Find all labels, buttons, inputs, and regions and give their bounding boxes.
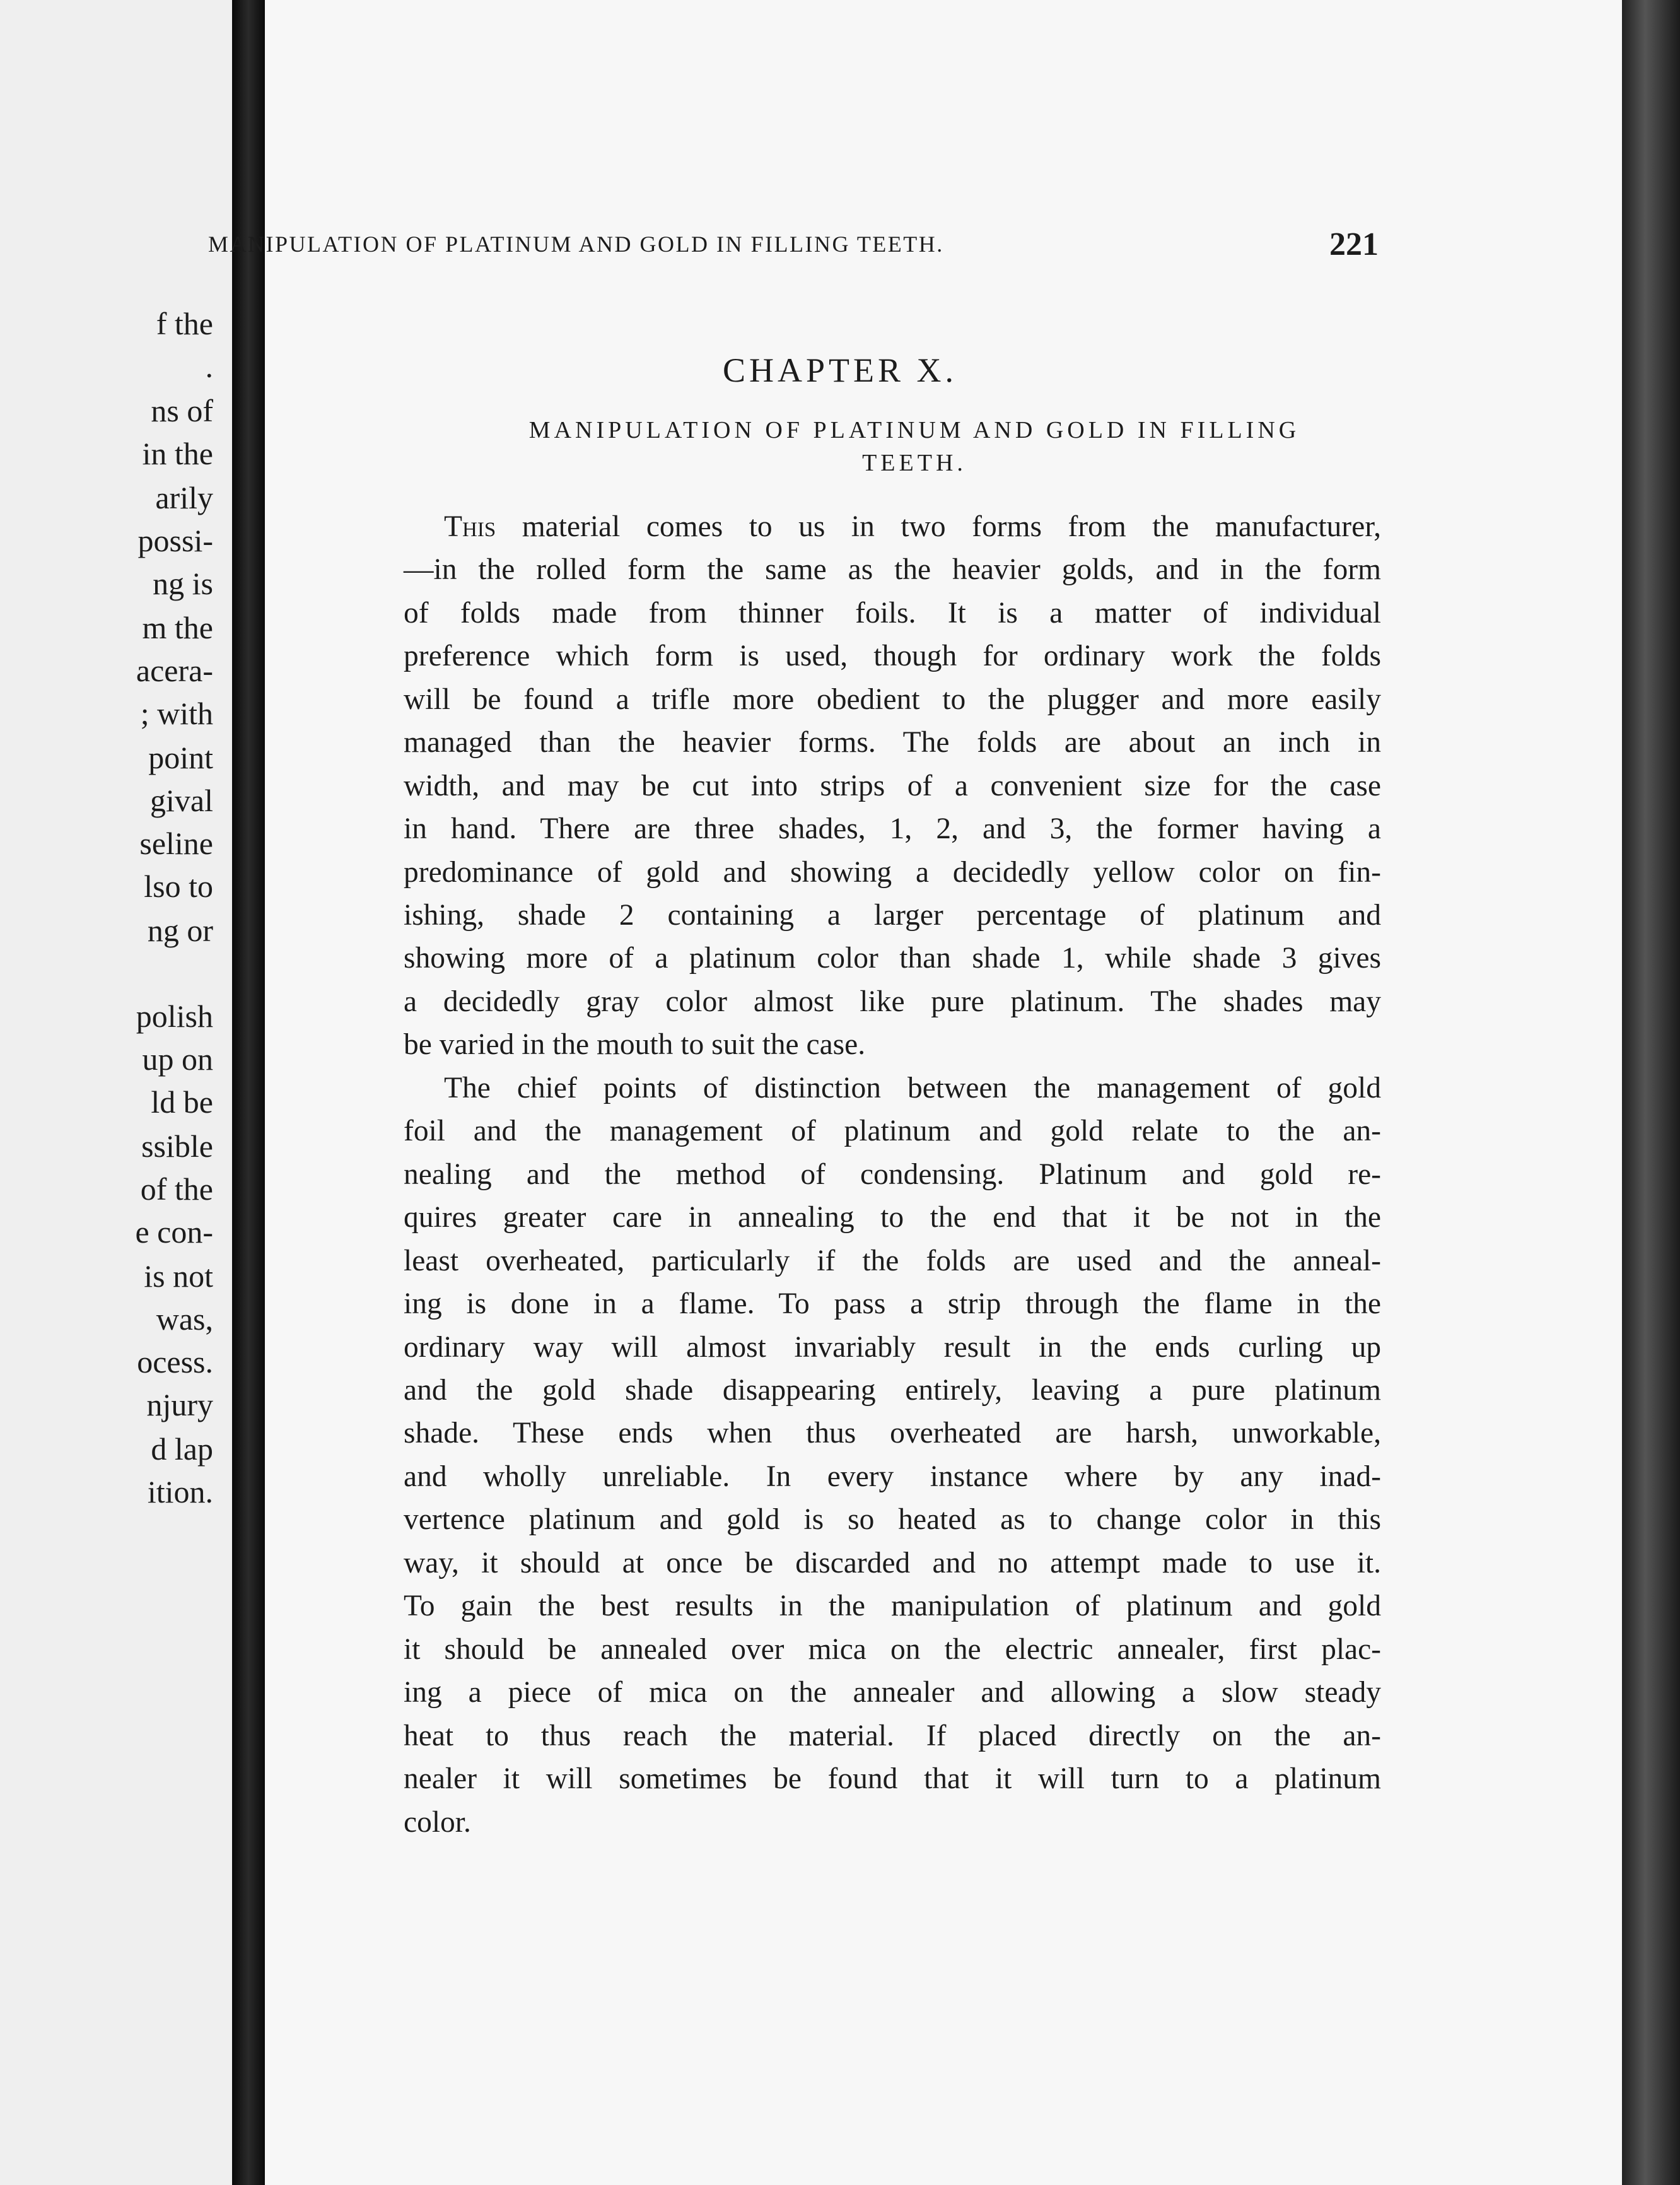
chapter-title: CHAPTER X. [722,351,958,389]
running-head: MANIPULATION OF PLATINUM AND GOLD IN FILLING TEETH. [208,231,944,257]
book-gutter [232,0,265,2185]
body-line: a decidedly gray color almost like pure platinum. The shades may [404,985,1381,1018]
left-text-fragment: ng or [147,913,213,948]
body-line: and wholly unreliable. In every instance where by any inad- [404,1460,1381,1493]
body-line: and the gold shade disappearing entirely, leaving a pure platinum [404,1374,1381,1407]
body-line: The chief points of distinction between the management of gold [444,1072,1381,1104]
left-text-fragment: is not [144,1258,213,1294]
left-text-fragment: arily [155,480,213,515]
body-line: nealing and the method of condensing. Platinum and gold re- [404,1158,1381,1191]
left-text-fragment: acera- [136,653,213,688]
body-line: ing a piece of mica on the annealer and allowing a slow steady [404,1676,1381,1709]
left-page-fragment [0,0,232,2185]
body-line: —in the rolled form the same as the heavier golds, and in the form [404,553,1381,586]
body-line: ing is done in a flame. To pass a strip through the flame in the [404,1287,1381,1320]
body-line: showing more of a platinum color than shade 1, while shade 3 gives [404,942,1381,975]
body-line: will be found a trifle more obedient to the plugger and more easily [404,683,1381,716]
left-text-fragment: ld be [151,1084,213,1120]
body-line: width, and may be cut into strips of a convenient size for the case [404,770,1381,802]
body-line: it should be annealed over mica on the electric annealer, first plac- [404,1633,1381,1666]
left-text-fragment: gival [150,783,213,818]
body-line: quires greater care in annealing to the end that it be not in the [404,1201,1381,1234]
left-text-fragment: of the [140,1171,213,1207]
left-text-fragment: up on [142,1041,213,1077]
left-text-fragment: polish [136,999,213,1034]
body-line: shade. These ends when thus overheated are harsh, unworkable, [404,1417,1381,1450]
left-text-fragment: ssible [141,1128,213,1164]
left-text-fragment: ition. [147,1474,213,1509]
body-line: ishing, shade 2 containing a larger percentage of platinum and [404,899,1381,932]
body-line: be varied in the mouth to suit the case. [404,1028,866,1061]
left-text-fragment: ; with [140,696,213,731]
left-text-fragment: . [205,349,213,384]
left-text-fragment: was, [156,1301,213,1337]
body-line: foil and the management of platinum and gold relate to the an- [404,1115,1381,1147]
body-line: predominance of gold and showing a decidedly yellow color on fin- [404,856,1381,889]
left-text-fragment: njury [146,1387,213,1422]
left-text-fragment: d lap [151,1431,213,1467]
section-title-line-1: MANIPULATION OF PLATINUM AND GOLD IN FILLING [528,417,1300,443]
left-text-fragment: possi- [137,523,213,558]
body-line: least overheated, particularly if the folds are used and the anneal- [404,1245,1381,1277]
page-edge [1622,0,1680,2185]
left-text-fragment: f the [156,306,213,341]
left-text-fragment: ocess. [137,1344,213,1380]
body-line: vertence platinum and gold is so heated as to change color in this [404,1503,1381,1536]
left-text-fragment: in the [142,436,213,471]
left-text-fragment: lso to [144,869,213,904]
body-line: managed than the heavier forms. The folds are about an inch in [404,726,1381,759]
body-line: in hand. There are three shades, 1, 2, and 3, the former having a [404,812,1381,845]
left-text-fragment: ng is [153,566,213,601]
body-line: To gain the best results in the manipulation of platinum and gold [404,1590,1381,1622]
left-text-fragment: m the [142,610,213,645]
body-line: nealer it will sometimes be found that it will turn to a platinum [404,1762,1381,1795]
body-line: way, it should at once be discarded and no attempt made to use it. [404,1547,1381,1579]
page-number: 221 [1329,226,1379,262]
body-line: of folds made from thinner foils. It is a matter of individual [404,597,1381,630]
body-line: preference which form is used, though for ordinary work the folds [404,640,1381,672]
body-line: color. [404,1806,471,1839]
body-line: heat to thus reach the material. If placed directly on the an- [404,1719,1381,1752]
left-text-fragment: e con- [135,1214,213,1250]
first-word: This [444,510,496,543]
left-text-fragment: point [148,740,213,775]
section-title-line-2: TEETH. [862,450,967,476]
left-text-fragment: seline [139,826,213,861]
body-line: ordinary way will almost invariably result in the ends curling up [404,1331,1381,1364]
left-text-fragment: ns of [151,393,213,428]
body-line: This material comes to us in two forms from the manufacturer, [444,510,1381,543]
